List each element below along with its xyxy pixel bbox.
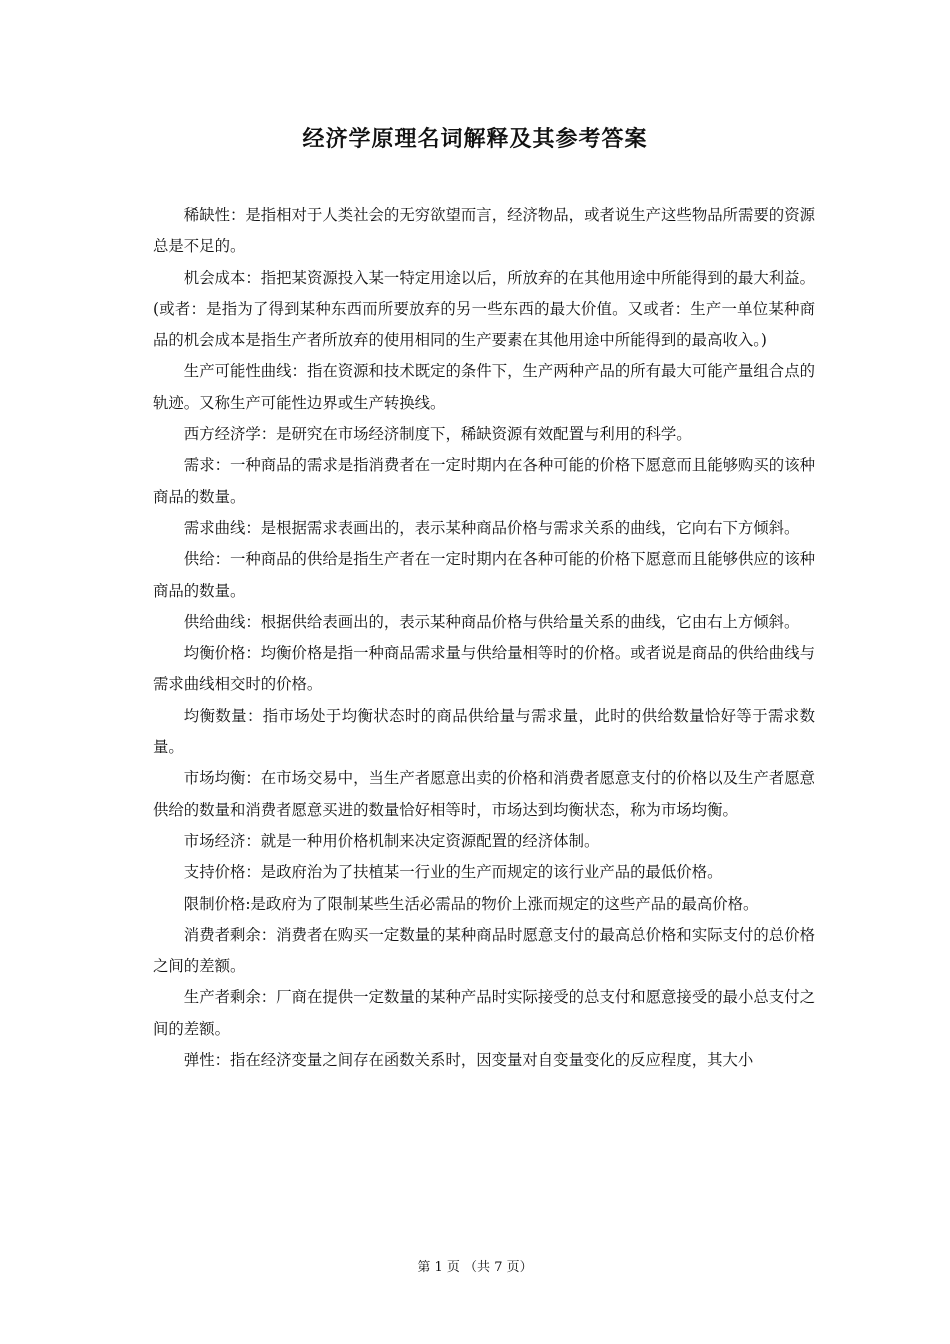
paragraph-scarcity: 稀缺性：是指相对于人类社会的无穷欲望而言，经济物品，或者说生产这些物品所需要的资源总是不足的。: [153, 206, 815, 256]
paragraph-market-economy: 市场经济：就是一种用价格机制来决定资源配置的经济体制。: [183, 831, 600, 850]
page-footer: 第 1 页 （共 7 页）: [417, 1260, 533, 1275]
paragraph-equilibrium-price: 均衡价格：均衡价格是指一种商品需求量与供给量相等时的价格。或者说是商品的供给曲线与需求曲线相交时的价格。: [153, 644, 815, 694]
paragraph-supply-curve: 供给曲线：根据供给表画出的，表示某种商品价格与供给量关系的曲线，它由右上方倾斜。: [183, 612, 800, 631]
paragraph-ppf: 生产可能性曲线：指在资源和技术既定的条件下，生产两种产品的所有最大可能产量组合点的轨迹。又称生产可能性边界或生产转换线。: [153, 362, 815, 412]
paragraph-western-economics: 西方经济学：是研究在市场经济制度下，稀缺资源有效配置与利用的科学。: [183, 425, 692, 444]
paragraph-market-equilibrium: 市场均衡：在市场交易中，当生产者愿意出卖的价格和消费者愿意支付的价格以及生产者愿意供给的数量和消费者愿意买进的数量恰好相等时，市场达到均衡状态，称为市场均衡。: [153, 769, 815, 819]
paragraph-demand: 需求：一种商品的需求是指消费者在一定时期内在各种可能的价格下愿意而且能够购买的该种商品的数量。: [153, 456, 815, 506]
document-body: [153, 200, 815, 1076]
document-title: 经济学原理名词解释及其参考答案: [302, 127, 648, 152]
paragraph-elasticity: 弹性：指在经济变量之间存在函数关系时，因变量对自变量变化的反应程度，其大小: [183, 1051, 754, 1070]
paragraph-support-price: 支持价格：是政府治为了扶植某一行业的生产而规定的该行业产品的最低价格。: [183, 863, 723, 882]
paragraph-producer-surplus: 生产者剩余：厂商在提供一定数量的某种产品时实际接受的总支付和愿意接受的最小总支付之间的差额。: [153, 988, 815, 1038]
paragraph-demand-curve: 需求曲线：是根据需求表画出的，表示某种商品价格与需求关系的曲线，它向右下方倾斜。: [183, 518, 800, 537]
paragraph-opportunity-cost: 机会成本：指把某资源投入某一特定用途以后，所放弃的在其他用途中所能得到的最大利益。(或者：是指为了得到某种东西而所要放弃的另一些东西的最大价值。又或者：生产一单位某种商品的机会成本是指生产者所放弃的使用相同的生产要素在其他用途中所能得到的最高收入。): [153, 268, 815, 350]
paragraph-consumer-surplus: 消费者剩余：消费者在购买一定数量的某种商品时愿意支付的最高总价格和实际支付的总价格之间的差额。: [153, 925, 815, 976]
paragraph-supply: 供给：一种商品的供给是指生产者在一定时期内在各种可能的价格下愿意而且能够供应的该种商品的数量。: [153, 550, 815, 600]
paragraph-equilibrium-quantity: 均衡数量：指市场处于均衡状态时的商品供给量与需求量，此时的供给数量恰好等于需求数量。: [153, 706, 815, 757]
paragraph-ceiling-price: 限制价格:是政府为了限制某些生活必需品的物价上涨而规定的这些产品的最高价格。: [183, 894, 759, 913]
